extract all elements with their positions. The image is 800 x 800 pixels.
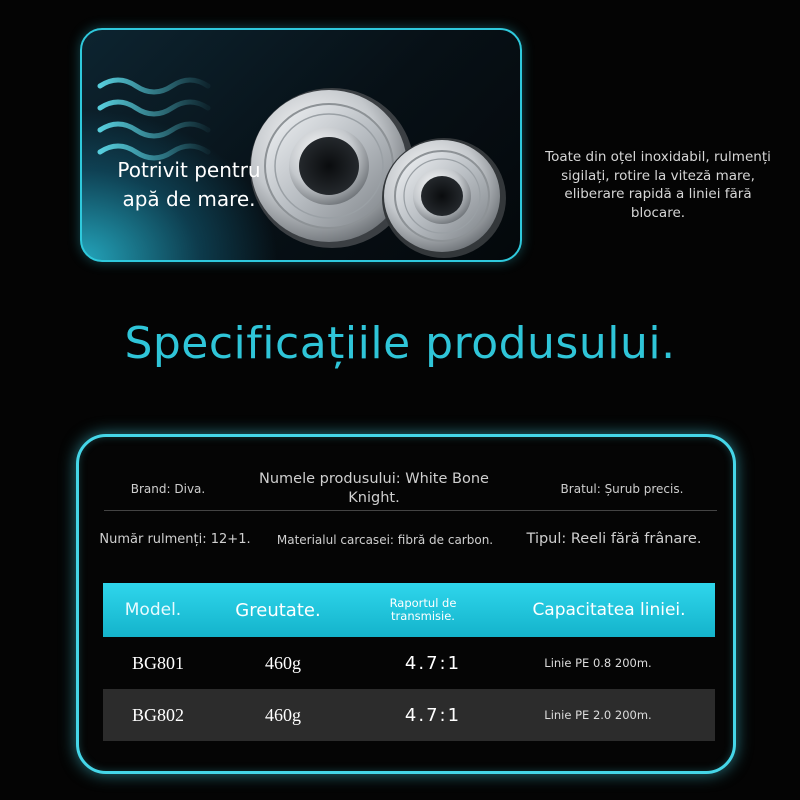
table-row bbox=[103, 637, 715, 689]
spec-product-name: Numele produsului: White Bone Knight. bbox=[259, 471, 489, 506]
row-weight: 460g bbox=[265, 704, 301, 725]
table-header bbox=[103, 583, 715, 637]
row-weight: 460g bbox=[265, 652, 301, 673]
spec-divider bbox=[104, 510, 717, 511]
row-ratio: 4.7:1 bbox=[404, 652, 462, 674]
row-ratio: 4.7:1 bbox=[404, 704, 462, 726]
model-table bbox=[103, 583, 715, 741]
spec-material: Materialul carcasei: fibră de carbon. bbox=[276, 533, 494, 547]
table-row bbox=[103, 689, 715, 741]
row-model: BG802 bbox=[131, 704, 184, 725]
row-capacity: Linie PE 0.8 200m. bbox=[544, 656, 652, 670]
spec-bearings: Număr rulmenți: 12+1. bbox=[99, 532, 251, 547]
saltwater-feature-text: Potrivit pentru apă de mare. bbox=[117, 158, 261, 211]
header-model: Model. bbox=[124, 600, 182, 620]
spec-frame: Bratul: Șurub precis. bbox=[560, 482, 684, 496]
header-weight: Greutate. bbox=[235, 599, 321, 621]
row-model: BG801 bbox=[131, 652, 184, 673]
specifications-card bbox=[76, 434, 736, 774]
row-capacity: Linie PE 2.0 200m. bbox=[544, 708, 652, 722]
page-title: Specificațiile produsului. bbox=[124, 318, 676, 369]
spec-brand: Brand: Diva. bbox=[130, 482, 206, 496]
spec-type: Tipul: Reeli fără frânare. bbox=[526, 531, 702, 547]
ball-bearings bbox=[248, 76, 518, 262]
header-ratio: Raportul de transmisie. bbox=[389, 596, 457, 623]
header-capacity: Capacitatea liniei. bbox=[532, 600, 686, 620]
feature-card bbox=[80, 28, 522, 262]
feature-description: Toate din oțel inoxidabil, rulmenți sigilați, rotire la viteză mare, eliberare rapidă a liniei fără blocare. bbox=[545, 149, 771, 221]
